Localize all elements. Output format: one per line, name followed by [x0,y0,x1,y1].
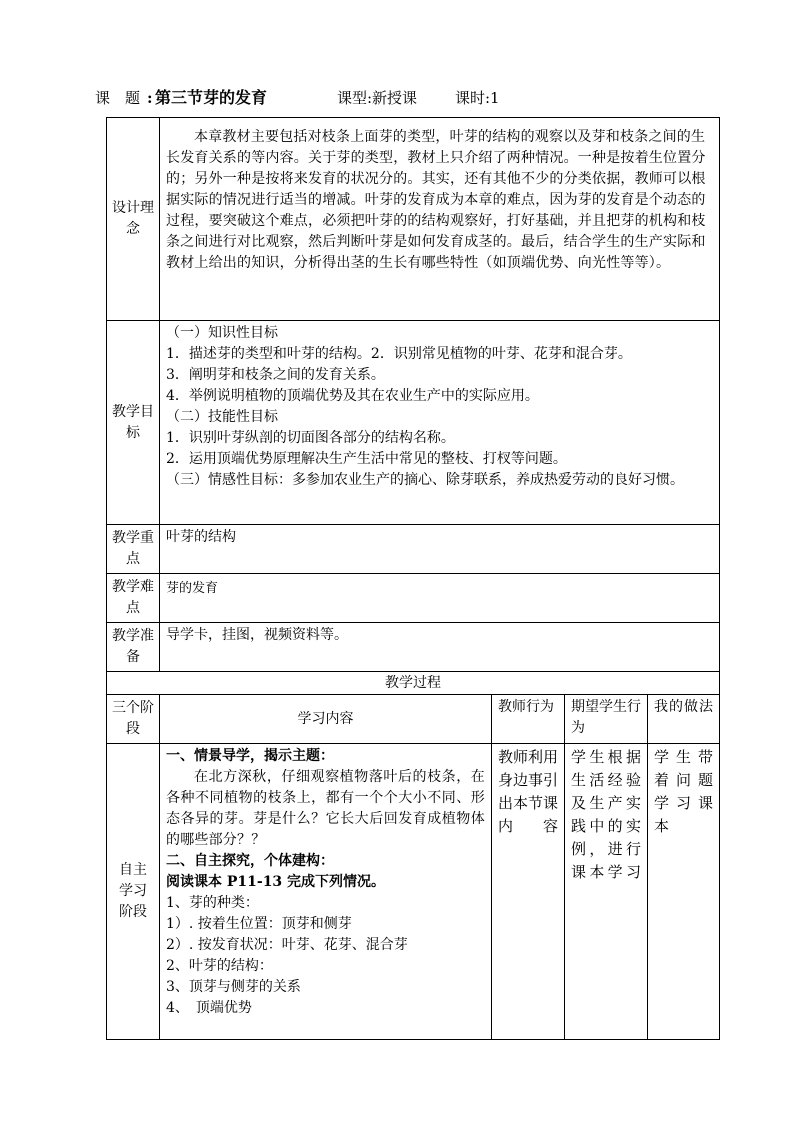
content-item: 4、 顶端优势 [166,1000,252,1016]
stage-label: 自主学习阶段 [107,744,160,1040]
design-cell [160,118,720,321]
design-row [107,118,720,321]
content-heading: 二、自主探究，个体建构： [166,853,334,869]
key-point-row [107,525,720,574]
goals-row [107,321,720,525]
goal-line: 2．运用顶端优势原理解决生产生活中常见的整枝、打杈等问题。 [166,451,567,467]
goal-line: 1．描述芽的类型和叶芽的结构。2．识别常见植物的叶芽、花芽和混合芽。 [166,346,632,362]
process-title: 教学过程 [107,672,720,695]
goal-line: （一）知识性目标 [166,325,278,341]
preparation-label: 教学准备 [107,623,160,672]
header-mine: 我的做法 [648,695,720,744]
design-label: 设计理念 [107,118,160,321]
lesson-header [95,86,715,110]
goals-cell [160,321,720,525]
preparation-row [107,623,720,672]
topic-colon: : [147,89,153,107]
header-stage: 三个阶段 [107,695,160,744]
content-item: 2）. 按发育状况：叶芽、花芽、混合芽 [166,937,408,953]
difficulty-row [107,574,720,623]
content-item: 1）. 按着生位置：顶芽和侧芽 [166,916,352,932]
goals-label: 教学目标 [107,321,160,525]
header-teacher: 教师行为 [492,695,565,744]
process-header-row [107,695,720,744]
lesson-title: 第三节芽的发育 [155,88,268,107]
student-behavior: 学生根据生活经验及生产实践中的实例，进行课本学习 [565,744,648,1040]
key-point-text: 叶芽的结构 [160,525,720,574]
preparation-text: 导学卡，挂图，视频资料等。 [160,623,720,672]
key-point-label: 教学重点 [107,525,160,574]
content-item: 3、顶芽与侧芽的关系 [166,979,301,995]
goal-line: （三）情感性目标：多参加农业生产的摘心、除芽联系，养成热爱劳动的良好习惯。 [166,472,684,488]
lesson-type: 课型:新授课 [337,89,418,107]
header-student: 期望学生行为 [565,695,648,744]
content-item: 2、叶芽的结构： [166,958,273,974]
lesson-plan-table [106,117,720,1040]
goal-line: 4．举例说明植物的顶端优势及其在农业生产中的实际应用。 [166,388,539,404]
difficulty-text: 芽的发育 [160,574,720,623]
difficulty-label: 教学难点 [107,574,160,623]
my-approach: 学生带着问题学习课本 [648,744,720,1040]
goal-line: 1．识别叶芽纵剖的切面图各部分的结构名称。 [166,430,455,446]
lesson-period: 课时:1 [455,89,500,107]
process-row [107,744,720,1040]
topic-label: 课 题 [95,89,141,107]
process-title-row [107,672,720,695]
content-heading: 一、情景导学，揭示主题： [166,748,334,764]
teacher-behavior: 教师利用身边事引出本节课内容 [492,744,565,1040]
content-cell [160,744,492,1040]
header-content: 学习内容 [160,695,492,744]
content-instruction: 阅读课本 P11-13 完成下列情况。 [166,874,386,890]
content-item: 1、芽的种类： [166,895,259,911]
content-paragraph: 在北方深秋，仔细观察植物落叶后的枝条，在各种不同植物的枝条上，都有一个个大小不同、形态各异的芽。芽是什么？它长大后回发育成植物体的哪些部分？？ [166,769,485,848]
design-text: 本章教材主要包括对枝条上面芽的类型，叶芽的结构的观察以及芽和枝条之间的生长发育关系的等内容。关于芽的类型，教材上只介绍了两种情况。一种是按着生位置分的；另外一种是按将来发育的状况分的。其实，还有其他不少的分类依据，教师可以根据实际的情况进行适当的增减。叶芽的发育成为本章的难点，因为芽的发育是个动态的过程，要突破这个难点，必须把叶芽的的结构观察好，打好基础，并且把芽的机构和枝条之间进行对比观察，然后判断叶芽是如何发育成茎的。最后，结合学生的生产实际和教材上给出的知识，分析得出茎的生长有哪些特性（如顶端优势、向光性等等）。 [166,129,706,271]
goal-line: （二）技能性目标 [166,409,278,425]
goal-line: 3．阐明芽和枝条之间的发育关系。 [166,367,385,383]
